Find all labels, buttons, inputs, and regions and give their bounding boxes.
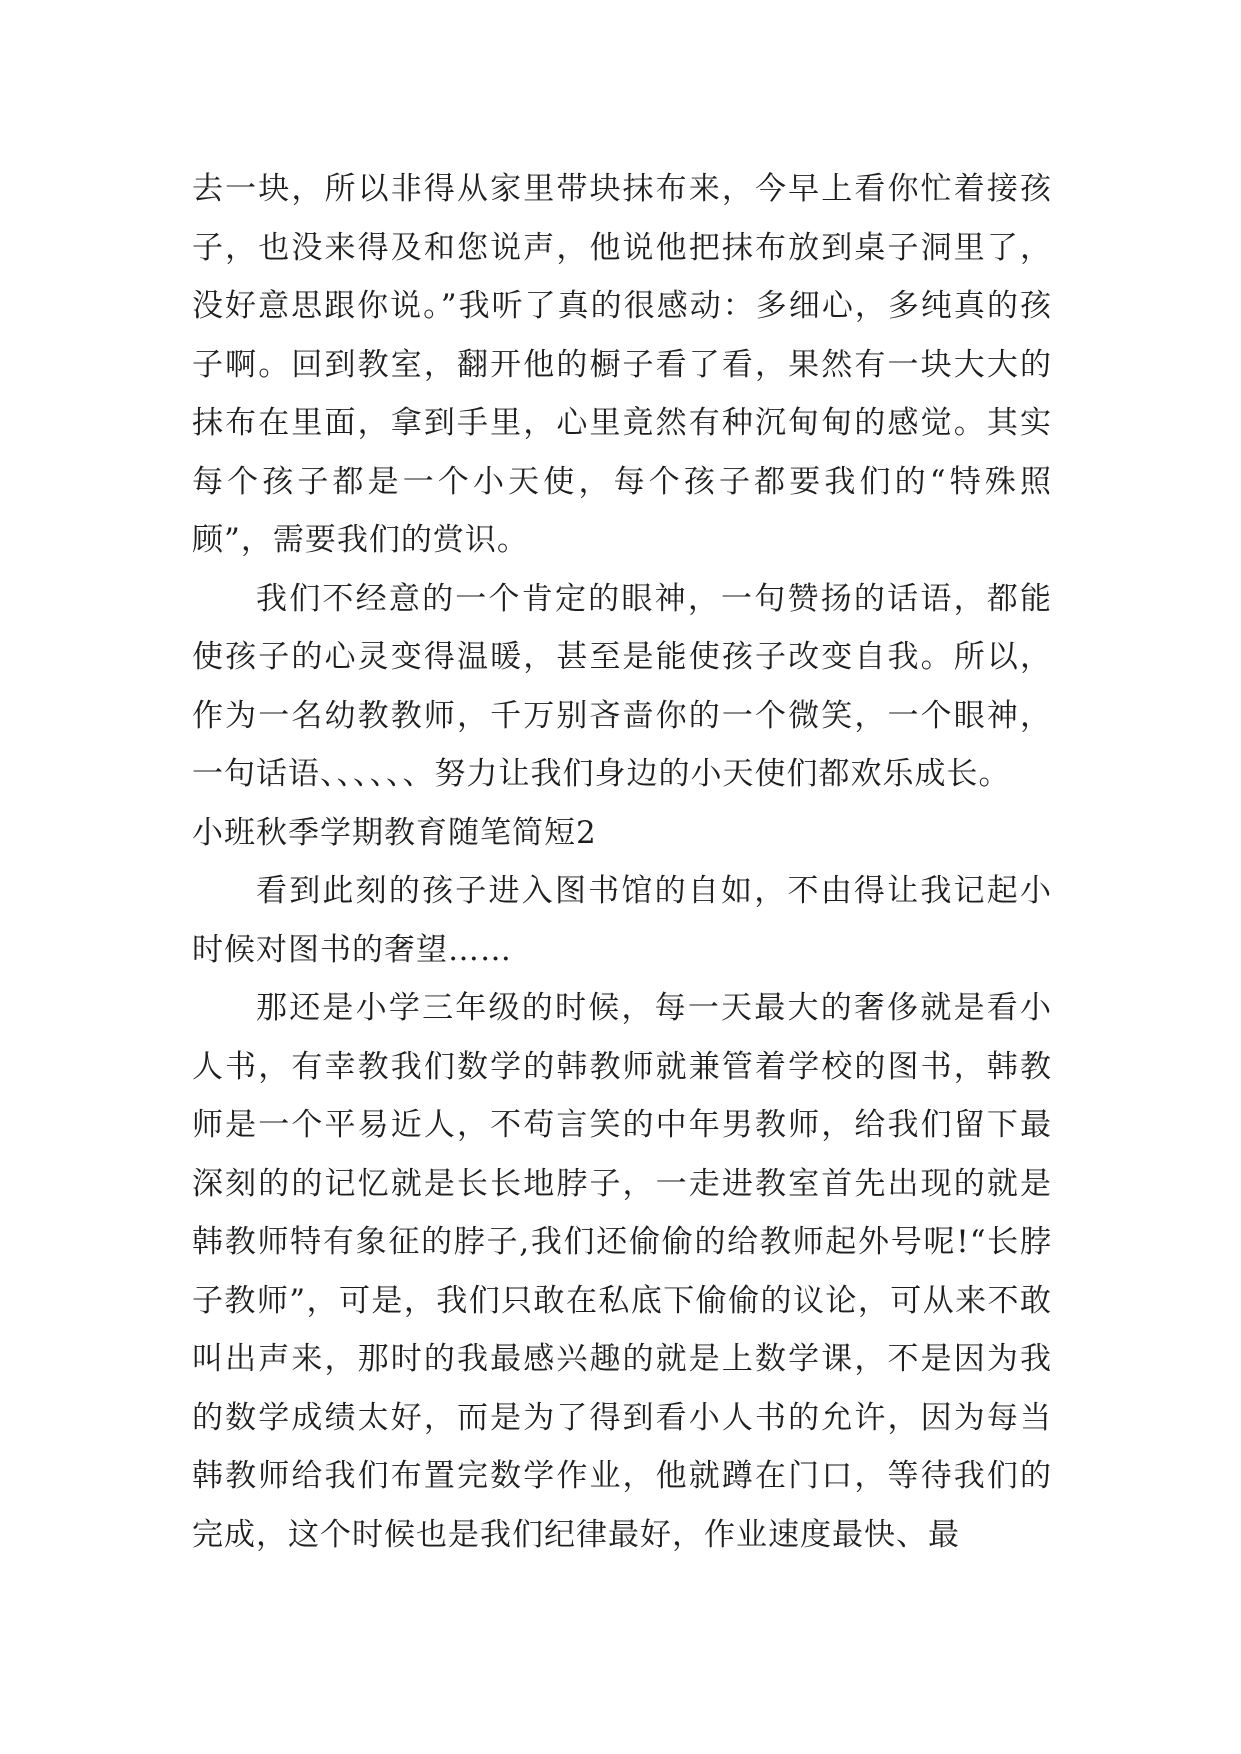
document-body bbox=[192, 160, 1052, 1564]
paragraph-4: 那还是小学三年级的时候，每一天最大的奢侈就是看小人书，有幸教我们数学的韩教师就兼管着学校的图书，韩教师是一个平易近人，不苟言笑的中年男教师，给我们留下最深刻的的记忆就是长长地脖子，一走进教室首先出现的就是韩教师特有象征的脖子,我们还偷偷的给教师起外号呢!“长脖子教师”，可是，我们只敢在私底下偷偷的议论，可从来不敢叫出声来，那时的我最感兴趣的就是上数学课，不是因为我的数学成绩太好，而是为了得到看小人书的允许，因为每当韩教师给我们布置完数学作业，他就蹲在门口，等待我们的完成，这个时候也是我们纪律最好，作业速度最快、最 bbox=[192, 990, 1052, 1553]
paragraph-3: 看到此刻的孩子进入图书馆的自如，不由得让我记起小时候对图书的奢望…… bbox=[192, 873, 1052, 968]
paragraph-1: 去一块，所以非得从家里带块抹布来，今早上看你忙着接孩子，也没来得及和您说声，他说他把抹布放到桌子洞里了，没好意思跟你说。”我听了真的很感动：多细心，多纯真的孩子啊。回到教室，翻开他的橱子看了看，果然有一块大大的抹布在里面，拿到手里，心里竟然有种沉甸甸的感觉。其实每个孩子都是一个小天使，每个孩子都要我们的“特殊照顾”，需要我们的赏识。 bbox=[192, 171, 1052, 558]
section-heading: 小班秋季学期教育随笔简短2 bbox=[192, 814, 597, 851]
paragraph-2: 我们不经意的一个肯定的眼神，一句赞扬的话语，都能使孩子的心灵变得温暖，甚至是能使孩子改变自我。所以，作为一名幼教教师，千万别吝啬你的一个微笑，一个眼神，一句话语、、、、、、努力让我们身边的小天使们都欢乐成长。 bbox=[192, 580, 1052, 792]
